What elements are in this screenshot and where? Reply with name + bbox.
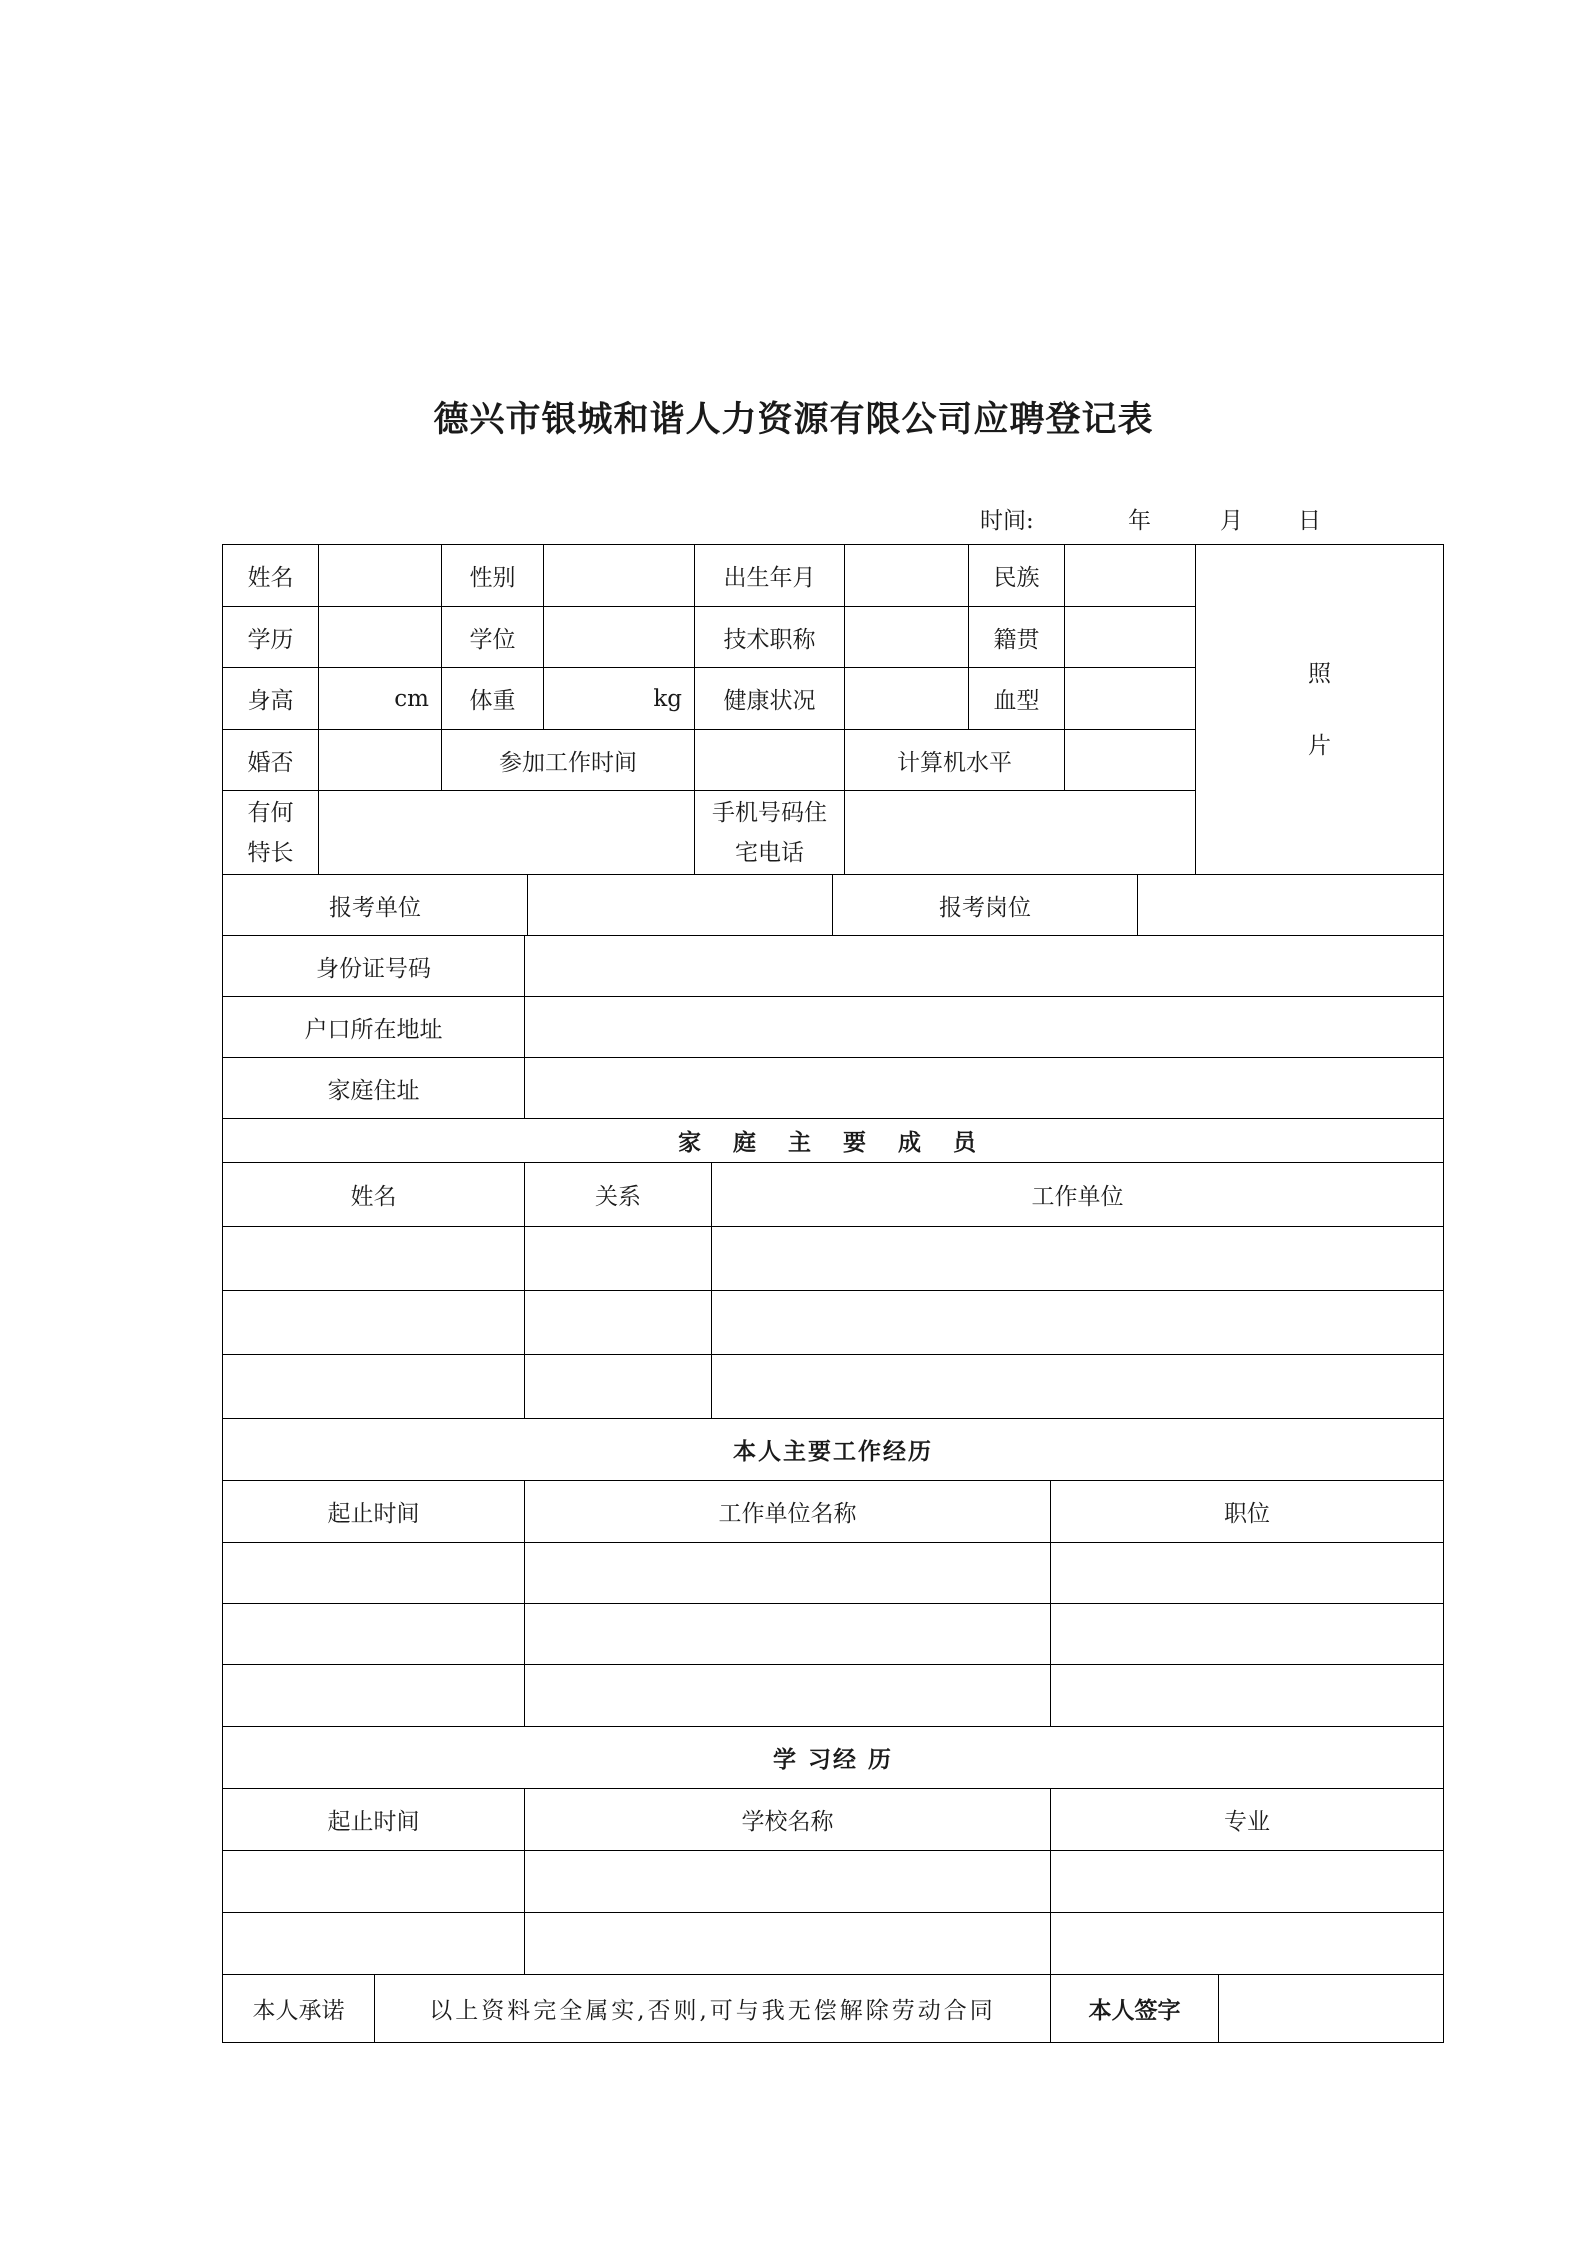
family-section-title: 家 庭 主 要 成 员	[223, 1119, 1444, 1163]
work-start-field[interactable]	[695, 730, 845, 791]
family-relation-cell[interactable]	[525, 1355, 712, 1419]
name-label: 姓名	[223, 545, 319, 607]
family-employer-cell[interactable]	[712, 1291, 1444, 1355]
work-period-cell[interactable]	[223, 1665, 525, 1727]
study-section-title: 学 习经 历	[223, 1727, 1444, 1789]
study-school-cell[interactable]	[525, 1851, 1051, 1913]
family-row	[223, 1291, 1444, 1355]
weight-field[interactable]	[544, 668, 695, 730]
study-school-header: 学校名称	[525, 1789, 1051, 1851]
family-name-header: 姓名	[223, 1163, 525, 1227]
ethnicity-field[interactable]	[1065, 545, 1196, 607]
ethnicity-label: 民族	[969, 545, 1065, 607]
work-period-header: 起止时间	[223, 1481, 525, 1543]
family-name-cell[interactable]	[223, 1355, 525, 1419]
family-relation-header: 关系	[525, 1163, 712, 1227]
pledge-table	[222, 1974, 1444, 2043]
photo-label-1: 照	[1308, 660, 1331, 687]
hukou-field[interactable]	[525, 997, 1444, 1058]
health-label: 健康状况	[695, 668, 845, 730]
work-row	[223, 1604, 1444, 1665]
study-school-cell[interactable]	[525, 1913, 1051, 1975]
work-employer-cell[interactable]	[525, 1604, 1051, 1665]
degree-field[interactable]	[544, 607, 695, 668]
date-month: 月	[1220, 508, 1243, 534]
education-label: 学历	[223, 607, 319, 668]
specialty-label-line-1: 有何	[247, 799, 294, 826]
family-employer-cell[interactable]	[712, 1227, 1444, 1291]
work-employer-cell[interactable]	[525, 1665, 1051, 1727]
family-name-cell[interactable]	[223, 1227, 525, 1291]
address-table	[222, 935, 1444, 1119]
family-relation-cell[interactable]	[525, 1291, 712, 1355]
pledge-label: 本人承诺	[223, 1975, 375, 2043]
application-table	[222, 874, 1444, 936]
page-title: 德兴市银城和谐人力资源有限公司应聘登记表	[433, 399, 1154, 440]
work-position-cell[interactable]	[1051, 1604, 1444, 1665]
work-position-cell[interactable]	[1051, 1543, 1444, 1604]
study-major-header: 专业	[1051, 1789, 1444, 1851]
date-label: 时间:	[980, 508, 1034, 534]
id-card-label: 身份证号码	[223, 936, 525, 997]
family-employer-header: 工作单位	[712, 1163, 1444, 1227]
study-major-cell[interactable]	[1051, 1851, 1444, 1913]
phone-label-line-2: 宅电话	[735, 839, 804, 866]
height-unit: cm	[394, 685, 429, 712]
work-period-cell[interactable]	[223, 1543, 525, 1604]
family-row	[223, 1227, 1444, 1291]
height-label: 身高	[223, 668, 319, 730]
marital-label: 婚否	[223, 730, 319, 791]
study-row	[223, 1913, 1444, 1975]
computer-level-field[interactable]	[1065, 730, 1196, 791]
study-period-cell[interactable]	[223, 1851, 525, 1913]
blood-type-label: 血型	[969, 668, 1065, 730]
study-row	[223, 1851, 1444, 1913]
family-relation-cell[interactable]	[525, 1227, 712, 1291]
birth-label: 出生年月	[695, 545, 845, 607]
pledge-text: 以上资料完全属实,否则,可与我无偿解除劳动合同	[375, 1975, 1051, 2043]
hukou-label: 户口所在地址	[223, 997, 525, 1058]
signature-label: 本人签字	[1051, 1975, 1219, 2043]
work-employer-cell[interactable]	[525, 1543, 1051, 1604]
name-field[interactable]	[319, 545, 442, 607]
photo-label-2: 片	[1308, 732, 1331, 759]
family-table	[222, 1118, 1444, 1419]
phone-label	[695, 791, 845, 875]
study-period-header: 起止时间	[223, 1789, 525, 1851]
work-start-label: 参加工作时间	[442, 730, 695, 791]
work-position-cell[interactable]	[1051, 1665, 1444, 1727]
apply-unit-field[interactable]	[528, 875, 833, 936]
family-employer-cell[interactable]	[712, 1355, 1444, 1419]
photo-box[interactable]	[1196, 545, 1444, 875]
family-row	[223, 1355, 1444, 1419]
phone-label-line-1: 手机号码住	[712, 799, 827, 826]
work-section-title: 本人主要工作经历	[223, 1419, 1444, 1481]
family-name-cell[interactable]	[223, 1291, 525, 1355]
work-position-header: 职位	[1051, 1481, 1444, 1543]
work-period-cell[interactable]	[223, 1604, 525, 1665]
weight-label: 体重	[442, 668, 544, 730]
blood-type-field[interactable]	[1065, 668, 1196, 730]
study-table	[222, 1726, 1444, 1975]
work-employer-header: 工作单位名称	[525, 1481, 1051, 1543]
marital-field[interactable]	[319, 730, 442, 791]
birth-field[interactable]	[845, 545, 969, 607]
signature-field[interactable]	[1219, 1975, 1444, 2043]
date-day: 日	[1298, 508, 1321, 534]
date-year: 年	[1128, 508, 1151, 534]
specialty-field[interactable]	[319, 791, 695, 875]
phone-field[interactable]	[845, 791, 1196, 875]
study-major-cell[interactable]	[1051, 1913, 1444, 1975]
specialty-label	[223, 791, 319, 875]
gender-field[interactable]	[544, 545, 695, 607]
native-place-field[interactable]	[1065, 607, 1196, 668]
education-field[interactable]	[319, 607, 442, 668]
personal-info-table	[222, 544, 1444, 875]
health-field[interactable]	[845, 668, 969, 730]
apply-unit-label: 报考单位	[223, 875, 528, 936]
home-address-label: 家庭住址	[223, 1058, 525, 1119]
computer-level-label: 计算机水平	[845, 730, 1065, 791]
weight-unit: kg	[653, 685, 682, 712]
height-field[interactable]	[319, 668, 442, 730]
work-row	[223, 1543, 1444, 1604]
tech-title-field[interactable]	[845, 607, 969, 668]
specialty-label-line-2: 特长	[247, 839, 294, 866]
work-table	[222, 1418, 1444, 1727]
gender-label: 性别	[442, 545, 544, 607]
id-card-field[interactable]	[525, 936, 1444, 997]
tech-title-label: 技术职称	[695, 607, 845, 668]
home-address-field[interactable]	[525, 1058, 1444, 1119]
apply-post-field[interactable]	[1138, 875, 1444, 936]
work-row	[223, 1665, 1444, 1727]
study-period-cell[interactable]	[223, 1913, 525, 1975]
native-place-label: 籍贯	[969, 607, 1065, 668]
degree-label: 学位	[442, 607, 544, 668]
apply-post-label: 报考岗位	[833, 875, 1138, 936]
